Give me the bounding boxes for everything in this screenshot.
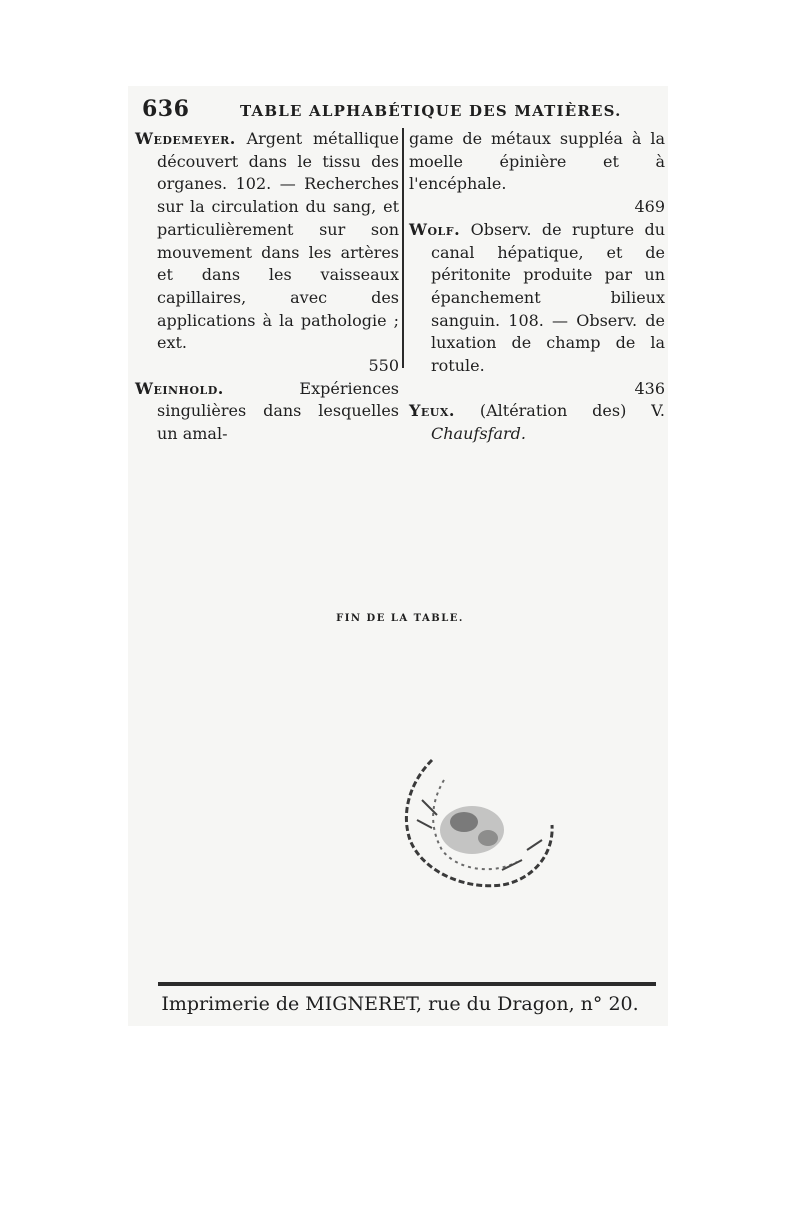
index-entry-weinhold <box>135 378 399 446</box>
entry-text: Expériences singulières dans lesquelles un amal- <box>157 378 399 444</box>
end-of-table-label: FIN DE LA TABLE. <box>336 613 464 624</box>
left-column <box>135 128 399 446</box>
entry-headword: Wolf. <box>409 219 461 239</box>
entry-page-ref: 550 <box>368 356 399 376</box>
entry-headword: Yeux. <box>409 401 456 421</box>
entry-page-ref: 436 <box>634 378 665 398</box>
entry-cross-ref: Chaufsfard. <box>431 424 526 444</box>
entry-headword: Weinhold. <box>135 378 224 398</box>
page-number: 636 <box>142 96 190 122</box>
right-column <box>409 128 665 446</box>
index-entry-yeux <box>409 400 665 445</box>
library-stamp-icon <box>392 740 562 900</box>
page-header <box>142 96 662 126</box>
bottom-rule <box>158 982 656 986</box>
index-entry-wedemeyer <box>135 128 399 378</box>
column-divider <box>402 128 404 368</box>
entry-text: Observ. de rupture du canal hépatique, et de péritonite produite par un épanchement bilieux sanguin. 108. — Observ. de luxation de champ de la rotule. <box>431 219 665 376</box>
entry-page-ref: 469 <box>634 197 665 217</box>
entry-headword: Wedemeyer. <box>135 129 236 148</box>
entry-text: Argent métallique découvert dans le tissu des organes. 102. — Recherches sur la circulation du sang, et particulièrement sur son mouvement dans les artères et dans les vaisseaux capillaires, avec des applications à la pathologie ; ext. <box>157 129 399 353</box>
index-entry-weinhold-continued <box>409 128 665 219</box>
index-entry-wolf <box>409 219 665 401</box>
entry-text: game de métaux suppléa à la moelle épinière et à l'encéphale. <box>409 129 665 194</box>
entry-text: (Altération des) V. <box>479 401 665 421</box>
running-title: TABLE ALPHABÉTIQUE DES MATIÈRES. <box>240 102 622 120</box>
printer-imprint: Imprimerie de MIGNERET, rue du Dragon, n° 20. <box>161 993 639 1015</box>
